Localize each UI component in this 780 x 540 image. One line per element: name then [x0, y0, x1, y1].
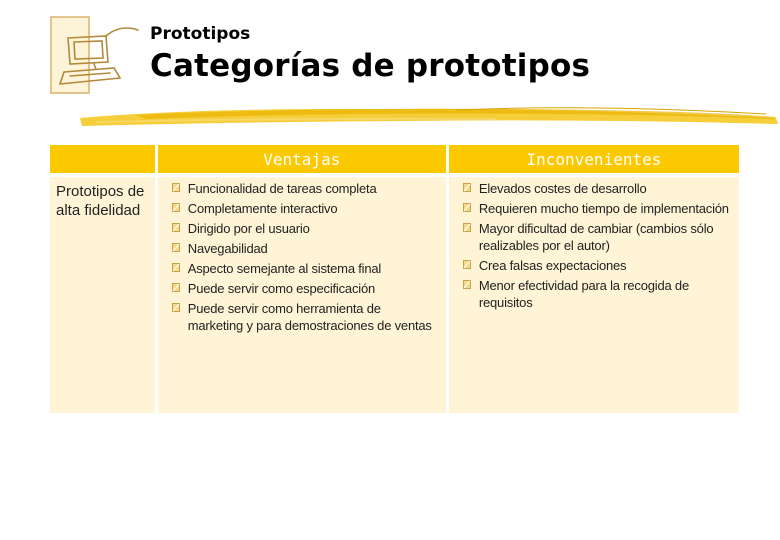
list-item: Requieren mucho tiempo de implementación	[463, 200, 731, 217]
row-label: Prototipos de alta fidelidad	[56, 183, 145, 219]
square-bullet-icon	[172, 283, 180, 292]
page-subtitle: Prototipos	[150, 24, 251, 44]
list-item: Mayor dificultad de cambiar (cambios sólo realizables por el autor)	[463, 220, 731, 254]
column-header-empty	[50, 145, 155, 173]
computer-sketch-icon	[50, 16, 142, 94]
square-bullet-icon	[463, 223, 471, 232]
list-item: Aspecto semejante al sistema final	[172, 260, 438, 277]
ventajas-list	[158, 177, 446, 334]
inconvenientes-list	[449, 177, 739, 311]
square-bullet-icon	[172, 263, 180, 272]
list-item: Crea falsas expectaciones	[463, 257, 731, 274]
square-bullet-icon	[172, 203, 180, 212]
list-item: Dirigido por el usuario	[172, 220, 438, 237]
square-bullet-icon	[172, 243, 180, 252]
brush-stroke-divider	[76, 100, 780, 132]
list-item: Funcionalidad de tareas completa	[172, 180, 438, 197]
inconvenientes-cell	[446, 173, 739, 413]
list-item: Puede servir como especificación	[172, 280, 438, 297]
square-bullet-icon	[463, 203, 471, 212]
square-bullet-icon	[463, 280, 471, 289]
table-row	[50, 173, 739, 413]
square-bullet-icon	[172, 303, 180, 312]
column-header-ventajas: Ventajas	[155, 145, 446, 173]
square-bullet-icon	[463, 183, 471, 192]
square-bullet-icon	[172, 183, 180, 192]
list-item: Menor efectividad para la recogida de requisitos	[463, 277, 731, 311]
row-label-cell	[50, 173, 155, 413]
list-item: Puede servir como herramienta de marketing y para demostraciones de ventas	[172, 300, 438, 334]
square-bullet-icon	[172, 223, 180, 232]
ventajas-cell	[155, 173, 446, 413]
page-title: Categorías de prototipos	[150, 48, 591, 84]
square-bullet-icon	[463, 260, 471, 269]
list-item: Elevados costes de desarrollo	[463, 180, 731, 197]
list-item: Completamente interactivo	[172, 200, 438, 217]
list-item: Navegabilidad	[172, 240, 438, 257]
column-header-inconvenientes: Inconvenientes	[446, 145, 739, 173]
prototypes-table	[50, 145, 739, 413]
